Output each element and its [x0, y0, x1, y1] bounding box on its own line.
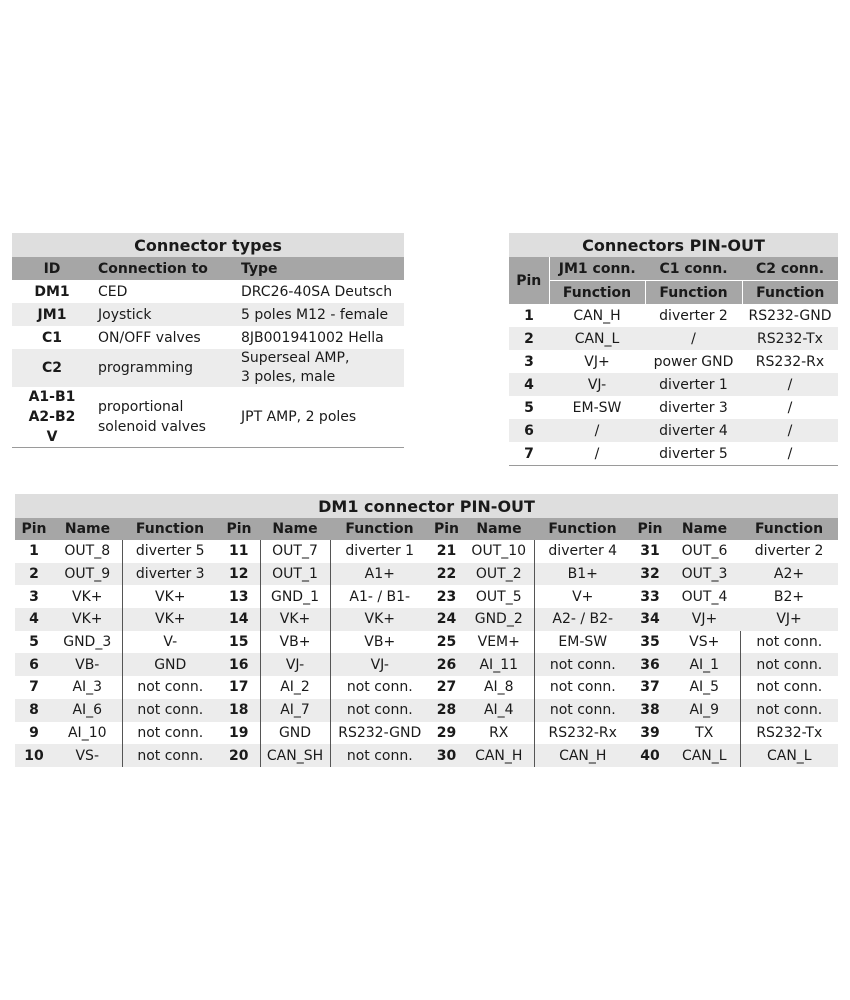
pin-number: 20	[218, 744, 260, 767]
dm1-row	[15, 540, 838, 563]
pin-function: not conn.	[122, 676, 218, 699]
pin-function: V-	[122, 631, 218, 654]
pin-header: Pin	[15, 518, 53, 540]
pin-number: 24	[429, 608, 464, 631]
pin-number: 29	[436, 724, 457, 741]
connectors-pinout-table	[509, 233, 838, 466]
c2-conn-header: C2 conn.	[742, 257, 838, 281]
pin-function: not conn.	[534, 699, 631, 722]
jm1-function: VJ-	[549, 373, 645, 396]
col-type-header: Type	[237, 257, 404, 280]
pin-name: VB+	[260, 631, 330, 654]
pin-number: 17	[229, 679, 249, 696]
pin-number: 36	[631, 653, 669, 676]
dm1-row	[15, 722, 838, 745]
pin-function: not conn.	[122, 699, 218, 722]
pin-function: diverter 3	[122, 563, 218, 586]
pin-number: 37	[640, 679, 660, 696]
pin-function: not conn.	[534, 653, 631, 676]
pin-name: VK+	[260, 608, 330, 631]
pin-name: AI_9	[669, 699, 740, 722]
c1-conn-header: C1 conn.	[645, 257, 742, 281]
function-header: Function	[740, 518, 838, 540]
dm1-row	[15, 585, 838, 608]
pin-number: 1	[524, 307, 534, 324]
pin-name: AI_3	[72, 679, 103, 696]
pin-function: not conn.	[122, 744, 218, 767]
pin-name: VK+	[53, 608, 122, 631]
connector-type: JPT AMP, 2 poles	[241, 409, 357, 425]
pin-function: diverter 1	[330, 540, 429, 563]
pin-function: not conn.	[330, 744, 429, 767]
pin-name: AI_11	[464, 653, 534, 676]
connection-to: CED	[98, 283, 128, 300]
pin-function: not conn.	[740, 631, 838, 654]
pin-function: CAN_L	[740, 744, 838, 767]
pin-number: 11	[229, 543, 249, 560]
pin-function: RS232-GND	[330, 722, 429, 745]
pin-name: GND_2	[464, 608, 534, 631]
pin-function: RS232-Tx	[740, 722, 838, 745]
pin-function: diverter 5	[122, 540, 218, 563]
jm1-function: VJ+	[584, 353, 610, 370]
pin-name: AI_2	[260, 676, 330, 699]
pin-number: 3	[29, 588, 39, 605]
pin-number: 5	[29, 634, 39, 651]
pin-function: RS232-Rx	[534, 722, 631, 745]
function-header: Function	[645, 281, 742, 305]
pin-number: 21	[436, 543, 457, 560]
pin-number: 7	[29, 679, 39, 696]
pinout-row	[509, 327, 838, 350]
dm1-row	[15, 653, 838, 676]
pin-number: 2	[15, 563, 53, 586]
pin-number: 27	[436, 679, 457, 696]
pin-number: 4	[15, 608, 53, 631]
dm1-pinout-title: DM1 connector PIN-OUT	[15, 494, 838, 518]
function-header: Function	[549, 281, 645, 305]
pin-function: VK+	[122, 585, 218, 608]
pin-name: OUT_3	[669, 563, 740, 586]
pinout-row	[509, 396, 838, 419]
pin-number: 3	[524, 353, 534, 370]
pin-name: GND_1	[260, 585, 330, 608]
jm1-function: /	[594, 445, 600, 462]
c2-function: /	[787, 399, 793, 416]
pin-function: CAN_H	[534, 744, 631, 767]
c2-function: RS232-Rx	[755, 353, 825, 370]
pin-function: VK+	[330, 608, 429, 631]
c1-function: diverter 1	[645, 373, 742, 396]
connector-id: A1-B1 A2-B2 V	[28, 389, 76, 445]
connector-types-table	[12, 233, 404, 448]
pin-function: B2+	[773, 588, 805, 605]
pin-number: 32	[631, 563, 669, 586]
name-header: Name	[53, 518, 122, 540]
pin-number: 16	[218, 653, 260, 676]
connector-types-title: Connector types	[12, 233, 404, 257]
pin-number: 2	[509, 327, 549, 350]
jm1-conn-header: JM1 conn.	[549, 257, 645, 281]
connectors-pinout-title: Connectors PIN-OUT	[509, 233, 838, 257]
pin-function: VB+	[330, 631, 429, 654]
pin-number: 26	[429, 653, 464, 676]
pin-number: 38	[631, 699, 669, 722]
pin-number: 19	[229, 724, 249, 741]
pin-name: CAN_H	[464, 744, 534, 767]
connector-id: DM1	[34, 283, 70, 300]
pin-number: 1	[29, 543, 39, 560]
c1-function: diverter 3	[659, 399, 728, 416]
pin-number: 4	[509, 373, 549, 396]
pinout-row	[509, 350, 838, 373]
function-header: Function	[330, 518, 429, 540]
connector-type: 5 poles M12 - female	[237, 303, 404, 326]
jm1-function: CAN_H	[573, 307, 621, 324]
c1-function: power GND	[653, 353, 734, 370]
dm1-row	[15, 744, 838, 767]
pin-header: Pin	[218, 518, 260, 540]
pin-function: not conn.	[740, 699, 838, 722]
dm1-row	[15, 631, 838, 654]
pin-function: VJ+	[740, 608, 838, 631]
pin-number: 7	[524, 445, 534, 462]
pin-function: not conn.	[330, 676, 429, 699]
pin-number: 30	[429, 744, 464, 767]
c1-function: diverter 4	[645, 419, 742, 442]
pin-function: A1- / B1-	[330, 585, 429, 608]
pin-name: VEM+	[477, 634, 520, 651]
jm1-function: CAN_L	[549, 327, 645, 350]
c2-function: /	[742, 373, 838, 396]
pin-number: 35	[640, 634, 660, 651]
pin-name: OUT_1	[260, 563, 330, 586]
pin-function: not conn.	[740, 653, 838, 676]
pin-number: 40	[631, 744, 669, 767]
connection-to: programming	[92, 349, 237, 387]
name-header: Name	[464, 518, 534, 540]
pin-function: GND	[122, 653, 218, 676]
pin-function: A2- / B2-	[534, 608, 631, 631]
name-header: Name	[260, 518, 330, 540]
pin-number: 5	[524, 399, 534, 416]
pin-function: EM-SW	[534, 631, 631, 654]
pin-header: Pin	[631, 518, 669, 540]
pin-name: CAN_SH	[260, 744, 330, 767]
pin-name: OUT_2	[464, 563, 534, 586]
jm1-function: EM-SW	[572, 399, 622, 416]
connection-to: proportional solenoid valves	[98, 399, 206, 435]
pin-number: 6	[15, 653, 53, 676]
pin-number: 9	[29, 724, 39, 741]
pin-function: VJ-	[330, 653, 429, 676]
pin-function: not conn.	[122, 722, 218, 745]
pin-name: OUT_10	[471, 543, 527, 560]
jm1-function: /	[549, 419, 645, 442]
pin-name: RX	[489, 724, 509, 741]
function-header: Function	[742, 281, 838, 305]
connector-id: C1	[41, 329, 62, 346]
pin-name: OUT_6	[681, 543, 728, 560]
pin-number: 13	[229, 588, 249, 605]
pin-number: 25	[436, 634, 457, 651]
pin-number: 14	[218, 608, 260, 631]
connection-to: ON/OFF valves	[98, 329, 201, 346]
pin-name: VK+	[72, 588, 103, 605]
pin-function: diverter 2	[754, 543, 824, 560]
pin-number: 31	[640, 543, 660, 560]
pin-name: AI_7	[260, 699, 330, 722]
pin-name: VJ-	[260, 653, 330, 676]
pin-number: 6	[509, 419, 549, 442]
pin-function: VK+	[122, 608, 218, 631]
pin-name: GND	[260, 722, 330, 745]
pin-function: A1+	[330, 563, 429, 586]
pin-number: 15	[229, 634, 249, 651]
pinout-row	[509, 442, 838, 466]
function-header: Function	[534, 518, 631, 540]
pin-name: AI_1	[669, 653, 740, 676]
c1-function: /	[645, 327, 742, 350]
pin-name: AI_6	[53, 699, 122, 722]
pin-number: 39	[640, 724, 660, 741]
pin-number: 28	[429, 699, 464, 722]
connector-type: DRC26-40SA Deutsch	[241, 283, 393, 300]
c2-function: RS232-Tx	[742, 327, 838, 350]
pin-function: B1+	[534, 563, 631, 586]
pin-name: AI_10	[67, 724, 107, 741]
pin-name: CAN_L	[669, 744, 740, 767]
pin-header: Pin	[429, 518, 464, 540]
pinout-row	[509, 373, 838, 396]
pin-name: GND_3	[63, 634, 112, 651]
dm1-row	[15, 608, 838, 631]
connection-to: Joystick	[92, 303, 237, 326]
pin-function: diverter 4	[534, 540, 631, 563]
pinout-row	[509, 304, 838, 327]
pin-name: VS+	[689, 634, 720, 651]
dm1-row	[15, 699, 838, 722]
pin-number: 34	[631, 608, 669, 631]
name-header: Name	[669, 518, 740, 540]
pin-name: AI_8	[483, 679, 514, 696]
pin-number: 12	[218, 563, 260, 586]
pin-function: V+	[534, 585, 631, 608]
connector-type: Superseal AMP, 3 poles, male	[237, 349, 404, 387]
col-connection-header: Connection to	[92, 257, 237, 280]
pin-number: 33	[640, 588, 660, 605]
pin-name: AI_4	[464, 699, 534, 722]
pin-function: not conn.	[534, 676, 631, 699]
connector-id: JM1	[12, 303, 92, 326]
pin-function: not conn.	[740, 676, 838, 699]
pin-name: VJ+	[669, 608, 740, 631]
pin-function: A2+	[740, 563, 838, 586]
pin-function: not conn.	[330, 699, 429, 722]
dm1-row	[15, 676, 838, 699]
pin-number: 10	[15, 744, 53, 767]
pin-name: OUT_9	[53, 563, 122, 586]
pin-number: 22	[429, 563, 464, 586]
pin-name: VS-	[53, 744, 122, 767]
c1-function: diverter 2	[659, 307, 728, 324]
pin-name: TX	[695, 724, 714, 741]
dm1-row	[15, 563, 838, 586]
c2-function: /	[787, 445, 793, 462]
pin-name: AI_5	[689, 679, 720, 696]
pin-name: OUT_7	[260, 540, 330, 563]
c2-function: /	[742, 419, 838, 442]
pin-name: OUT_8	[64, 543, 111, 560]
col-id-header: ID	[12, 257, 92, 280]
c2-function: RS232-GND	[748, 307, 832, 324]
pin-name: OUT_5	[475, 588, 522, 605]
connector-type: 8JB001941002 Hella	[241, 329, 384, 346]
connector-id: C2	[12, 349, 92, 387]
pin-name: OUT_4	[681, 588, 728, 605]
pin-number: 23	[436, 588, 457, 605]
c1-function: diverter 5	[659, 445, 728, 462]
pin-number: 18	[218, 699, 260, 722]
pin-name: VB-	[53, 653, 122, 676]
dm1-pinout-table	[15, 494, 838, 767]
pinout-row	[509, 419, 838, 442]
function-header: Function	[122, 518, 218, 540]
pin-header: Pin	[509, 257, 549, 304]
pin-number: 8	[15, 699, 53, 722]
